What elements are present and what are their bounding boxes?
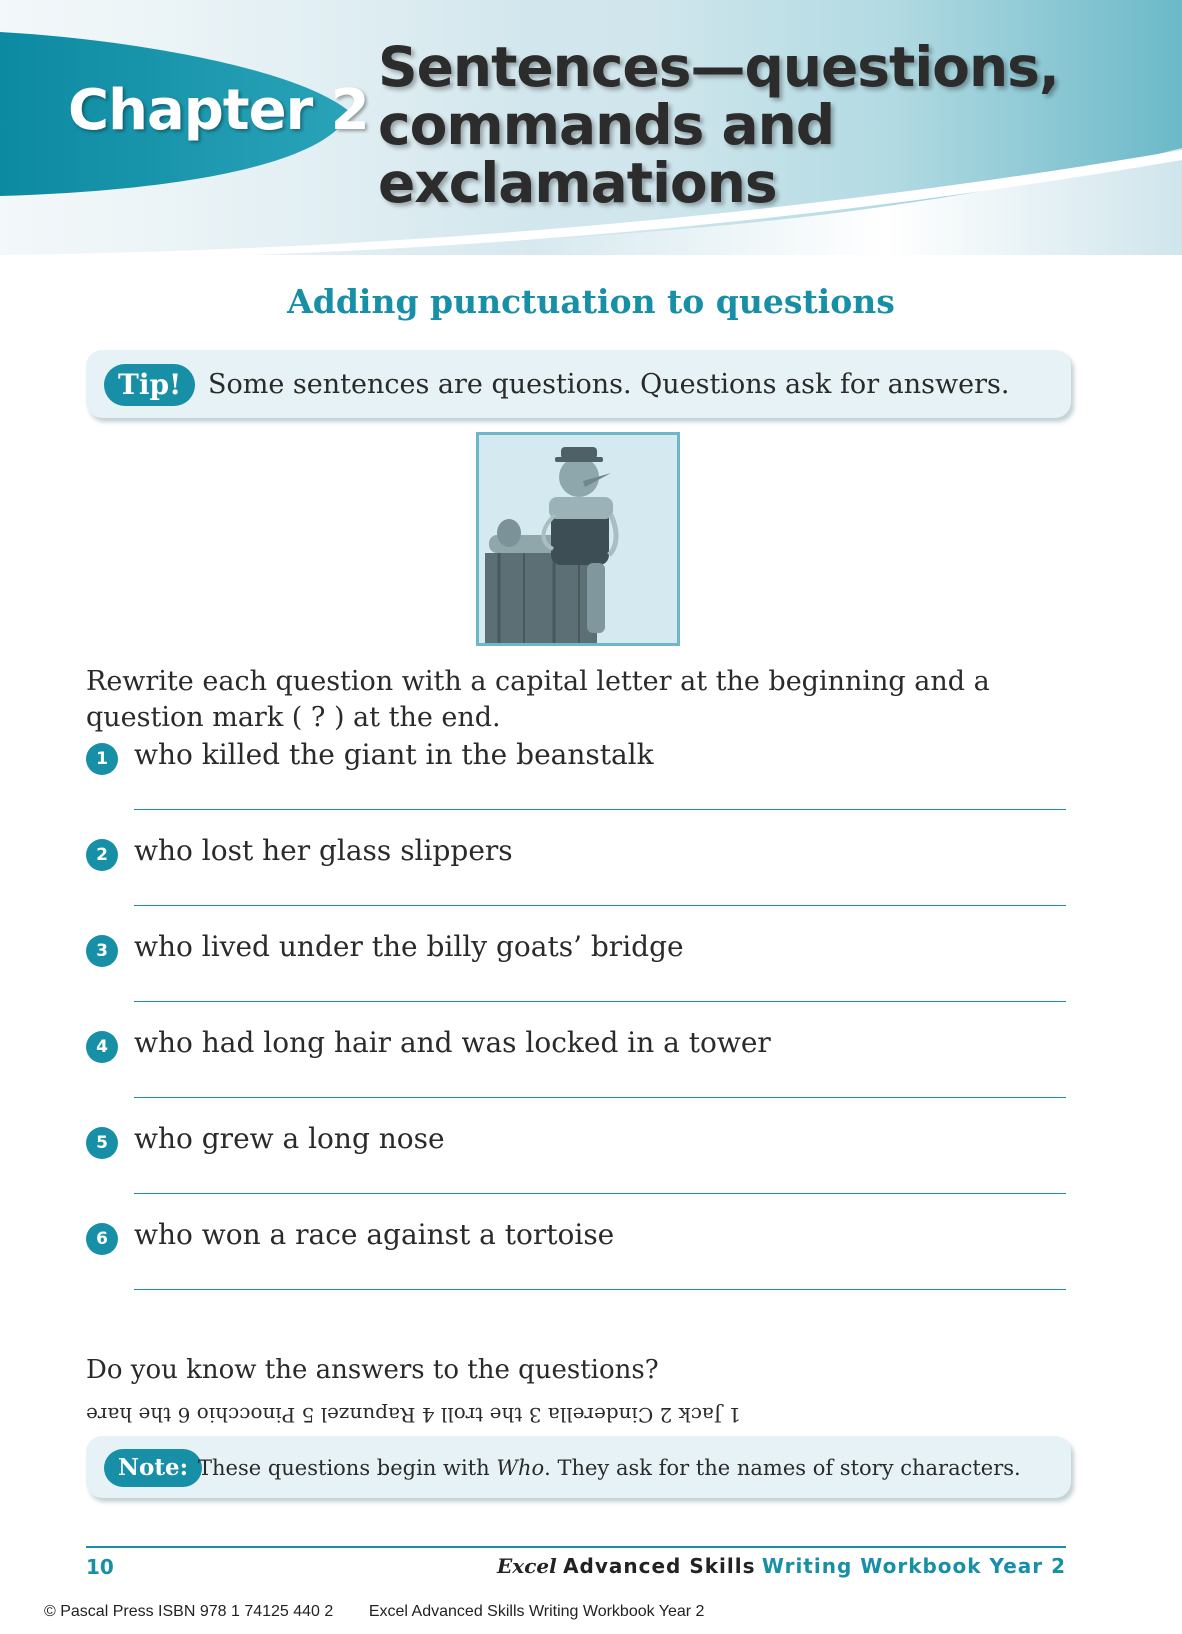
note-box [86, 1436, 1071, 1498]
page-number: 10 [86, 1555, 114, 1579]
answer-line[interactable] [134, 809, 1066, 810]
question-item [86, 1015, 1066, 1115]
question-text: who killed the giant in the beanstalk [134, 738, 654, 771]
question-item [86, 727, 1066, 827]
footer-series: Writing Workbook Year 2 [761, 1554, 1066, 1578]
note-text [198, 1449, 1021, 1487]
section-heading: Adding punctuation to questions [287, 282, 895, 321]
tip-label: Tip! [104, 364, 195, 406]
question-text: who lost her glass slippers [134, 834, 513, 867]
answer-line[interactable] [134, 1289, 1066, 1290]
question-number-badge: 2 [86, 839, 118, 871]
copyright-line: © Pascal Press ISBN 978 1 74125 440 2 Excel Advanced Skills Writing Workbook Year 2 [44, 1603, 705, 1620]
chapter-label: Chapter 2 [68, 78, 369, 143]
note-text-after: . They ask for the names of story characters. [544, 1456, 1021, 1480]
question-text: who grew a long nose [134, 1122, 445, 1155]
upside-down-answers: 1 Jack 2 Cinderella 3 the troll 4 Rapunzel 5 Pinocchio 6 the hare [86, 1403, 741, 1427]
question-number-badge: 5 [86, 1127, 118, 1159]
question-number-badge: 6 [86, 1223, 118, 1255]
question-number-badge: 4 [86, 1031, 118, 1063]
footer-brand: Excel [497, 1554, 557, 1578]
footer-rule [86, 1546, 1066, 1548]
question-item [86, 919, 1066, 1019]
puppet-illustration [479, 435, 677, 643]
note-label: Note: [104, 1449, 202, 1487]
tip-text: Some sentences are questions. Questions ask for answers. [208, 369, 1010, 400]
question-item [86, 1207, 1066, 1307]
question-number-badge: 3 [86, 935, 118, 967]
instruction-text: Rewrite each question with a capital letter at the beginning and a question mark ( ? ) at the end. [86, 666, 990, 733]
answer-line[interactable] [134, 1001, 1066, 1002]
question-text: who had long hair and was locked in a tower [134, 1026, 771, 1059]
answer-line[interactable] [134, 905, 1066, 906]
note-text-before: These questions begin with [198, 1456, 497, 1480]
followup-question: Do you know the answers to the questions? [86, 1355, 659, 1385]
answer-line[interactable] [134, 1097, 1066, 1098]
question-number-badge: 1 [86, 743, 118, 775]
chapter-title: Sentences—questions, commands and exclamations [378, 35, 1059, 215]
question-item [86, 1111, 1066, 1211]
question-text: who lived under the billy goats’ bridge [134, 930, 684, 963]
tip-box [86, 350, 1071, 418]
question-text: who won a race against a tortoise [134, 1218, 615, 1251]
answer-line[interactable] [134, 1193, 1066, 1194]
footer-book-title [497, 1554, 1066, 1578]
puppet-photo [476, 432, 680, 646]
question-item [86, 823, 1066, 923]
footer-skills: Advanced Skills [563, 1554, 756, 1578]
note-text-italic: Who [496, 1456, 545, 1480]
